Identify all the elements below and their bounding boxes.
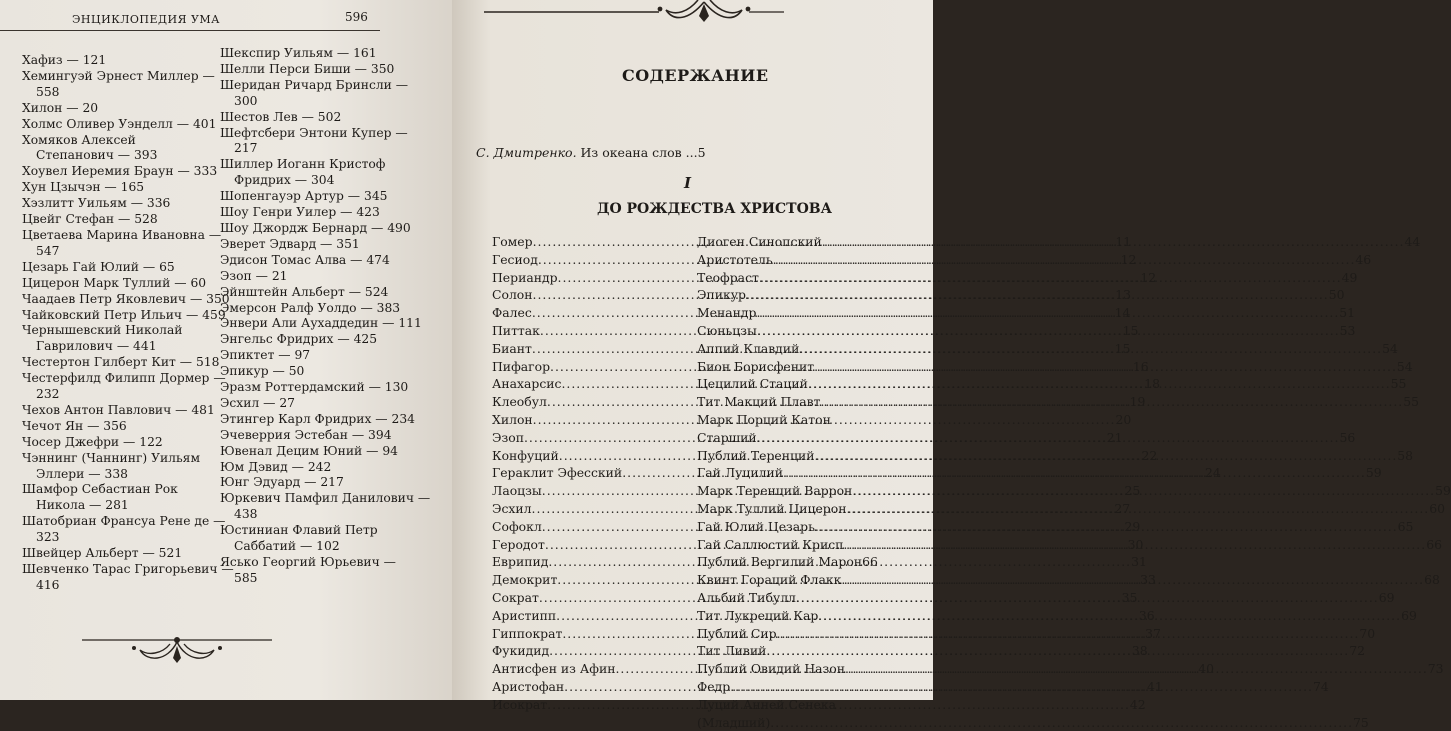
index-entry: Цветаева Марина Ивановна — [22, 227, 222, 242]
toc-entry-page: 29 [1124, 518, 1141, 534]
toc-entry-name: Сократ [492, 589, 539, 605]
toc-leader-dots [773, 251, 1356, 269]
toc-entry [697, 411, 875, 429]
index-entry: Цезарь Гай Юлий — 65 [22, 259, 175, 274]
index-entry: Энгельс Фридрих — 425 [220, 332, 378, 347]
toc-entry-name: Антисфен из Афин [492, 661, 616, 677]
toc-leader-dots [852, 482, 1435, 500]
index-entry: 547 [36, 243, 60, 258]
toc-entry-name: Хилон [492, 411, 533, 427]
toc-entry-page: 25 [1124, 483, 1141, 499]
toc-entry-page: 35 [1121, 589, 1138, 605]
toc-entry-name: Марк Порций Катон [697, 411, 831, 427]
index-entry: Шоу Джордж Бернард — 490 [220, 220, 411, 235]
index-entry: Хомяков Алексей [22, 132, 136, 147]
toc-entry [697, 553, 878, 571]
index-entry: Эдисон Томас Алва — 474 [220, 252, 390, 267]
toc-entry-name: Фалес [492, 305, 532, 321]
toc-entry-page: 20 [1115, 411, 1132, 427]
toc-entry-page: 31 [1131, 554, 1147, 570]
toc-leader-dots [777, 625, 1360, 643]
toc-leader-dots [759, 269, 1342, 287]
toc-leader-dots [766, 642, 1349, 660]
toc-entry-page: 16 [1132, 358, 1149, 374]
toc-leader-dots [822, 233, 1405, 251]
running-header [0, 0, 380, 31]
toc-entry-name: Теофраст [697, 269, 759, 285]
index-entry: Чернышевский Николай [22, 323, 183, 338]
toc-entry-page: 59 [1365, 465, 1382, 481]
toc-entry-name: Аристипп [492, 607, 557, 623]
toc-entry-page: 12 [1140, 269, 1157, 285]
toc-entry-name: Цецилий Стаций [697, 376, 808, 392]
index-entry: Чайковский Петр Ильич — 459 [22, 307, 226, 322]
toc-entry-name: Гомер [492, 234, 533, 249]
index-entry: Хэзлитт Уильям — 336 [22, 196, 171, 211]
index-entry: Шеридан Ричард Бринсли — [220, 77, 409, 92]
toc-entry-page: 55 [1390, 376, 1407, 392]
toc-entry-name: Софокл [492, 518, 542, 534]
toc-entry-page: 70 [1359, 625, 1376, 641]
toc-leader-dots [770, 714, 1353, 731]
toc-entry-page: 54 [1382, 340, 1398, 356]
toc-entry-page: 69 [1401, 607, 1417, 623]
toc-entry-name: Аристофан [492, 678, 565, 694]
index-entry: Честертон Гилберт Кит — 518 [22, 355, 220, 370]
index-entry: Эразм Роттердамский — 130 [220, 380, 409, 395]
index-entry: Юркевич Памфил Данилович — [220, 491, 431, 506]
toc-leader-dots [799, 340, 1382, 358]
toc-leader-dots [831, 411, 875, 429]
toc-entry-name: Эпикур [697, 287, 746, 303]
toc-leader-dots [820, 393, 1403, 411]
toc-leader-dots [845, 660, 1428, 678]
index-column-2 [220, 46, 430, 587]
index-entry: Ясько Георгий Юрьевич — [220, 555, 396, 569]
toc-entry-page: 18 [1144, 376, 1161, 392]
toc-entry-page: 50 [1328, 287, 1345, 303]
toc-entry-page: 56 [1339, 429, 1356, 445]
toc-entry-name: Гиппократ [492, 625, 563, 641]
index-entry: Юнг Эдуард — 217 [220, 475, 344, 490]
toc-entry-name: Геродот [492, 536, 545, 552]
toc-entry-page: 66 [862, 554, 878, 570]
index-entry: Этингер Карл Фридрих — 234 [220, 411, 415, 426]
toc-entry-page: 40 [1198, 661, 1215, 677]
index-entry: Шиллер Иоганн Кристоф [220, 157, 386, 172]
toc-entry-name: Аристотель [697, 251, 773, 267]
index-entry: 558 [36, 84, 60, 99]
index-entry: Хафиз — 121 [22, 53, 107, 67]
toc-entry-name: Эсхил [492, 500, 532, 516]
index-entry: Степанович — 393 [36, 148, 158, 163]
toc-entry-page: 73 [1427, 661, 1444, 677]
toc-entry-name: Публий Теренций [697, 447, 815, 463]
index-entry: Хемингуэй Эрнест Миллер — [22, 68, 215, 83]
toc-entry-name: Аппий Клавдий [697, 340, 800, 356]
toc-leader-dots [815, 518, 1398, 536]
page-number: 596 [345, 10, 368, 24]
index-entry: Эсхил — 27 [220, 395, 296, 410]
toc-leader-dots [757, 322, 1340, 340]
toc-entry-name: Публий Вергилий Марон [697, 554, 863, 570]
index-entry: Шефтсбери Энтони Купер — [220, 125, 408, 140]
toc-entry-page: 44 [1404, 234, 1421, 249]
index-entry: Шелли Перси Биши — 350 [220, 61, 395, 76]
index-entry: Швейцер Альберт — 521 [22, 546, 183, 561]
toc-entry-page: 12 [1120, 251, 1137, 267]
toc-entry-name: Гесиод [492, 251, 538, 267]
index-entry: Чэннинг (Чаннинг) Уильям [22, 450, 201, 465]
index-entry: Шоу Генри Уилер — 423 [220, 205, 380, 220]
index-entry: 232 [36, 387, 60, 402]
toc-leader-dots [730, 678, 1313, 696]
toc-entry-name: Конфуций [492, 447, 559, 463]
index-entry: Саббатий — 102 [234, 539, 340, 554]
index-entry: Хилон — 20 [22, 100, 99, 115]
toc-entry-page: 49 [1341, 269, 1358, 285]
index-entry: Никола — 281 [36, 498, 129, 513]
index-entry: Шевченко Тарас Григорьевич — [22, 562, 234, 576]
toc-entry-page: 13 [1115, 287, 1132, 303]
index-entry: Хун Цзычэн — 165 [22, 180, 145, 195]
index-entry: Шекспир Уильям — 161 [220, 46, 377, 60]
index-entry: Чосер Джефри — 122 [22, 434, 163, 449]
toc-entry-name: Тит Макций Плавт [697, 394, 821, 410]
toc-entry-page: 54 [1396, 358, 1413, 374]
index-entry: Энвери Али Аухаддедин — 111 [220, 316, 422, 331]
toc-leader-dots [746, 286, 1329, 304]
toc-entry-page: 15 [1122, 322, 1139, 338]
toc-leader-dots [846, 500, 1429, 518]
toc-entry-name: Периандр [492, 269, 558, 285]
index-entry: Юм Дэвид — 242 [220, 459, 332, 474]
toc-entry-name: Диоген Синопский [697, 234, 822, 249]
toc-entry-page: 24 [1204, 465, 1221, 481]
toc-entry-page: 55 [1403, 394, 1419, 410]
toc-entry-page: 66 [1426, 536, 1442, 552]
toc-entry [697, 714, 1369, 731]
toc-entry-name: Гай Саллюстий Крисп [697, 536, 844, 552]
index-entry: Юстиниан Флавий Петр [220, 523, 378, 538]
toc-entry-name: Демокрит [492, 572, 558, 588]
index-entry: Цицерон Марк Туллий — 60 [22, 275, 207, 290]
toc-entry-name: Квинт Гораций Флакк [697, 572, 842, 588]
toc-entry-page: 37 [1145, 625, 1161, 641]
toc-entry-name: Питтак [492, 322, 540, 338]
toc-entry-page: 14 [1114, 305, 1131, 321]
index-entry: Эмерсон Ралф Уолдо — 383 [220, 300, 401, 315]
toc-leader-dots [757, 304, 1340, 322]
toc-entry-page: 69 [1378, 589, 1395, 605]
index-entry: 585 [234, 570, 258, 585]
toc-entry-name: Луций Анней Сенека [697, 696, 837, 712]
toc-entry-name: Пифагор [492, 358, 551, 374]
toc-entry-page: 19 [1129, 394, 1146, 410]
index-entry: Эпиктет — 97 [220, 348, 311, 363]
toc-leader-dots [836, 696, 875, 714]
toc-entry-page: 41 [1146, 678, 1163, 694]
toc-entry-page: 59 [1435, 483, 1451, 499]
left-page [0, 0, 455, 700]
toc-entry-page: 68 [1424, 572, 1440, 588]
index-entry: Эверет Эдвард — 351 [220, 236, 360, 251]
toc-entry-page: 58 [1397, 447, 1414, 463]
toc-entry-name: Гераклит Эфесский [492, 465, 623, 481]
index-entry: Шестов Лев — 502 [220, 109, 342, 124]
toc-entry-name: Анахарсис [492, 376, 562, 392]
index-entry: Чехов Антон Павлович — 481 [22, 402, 215, 417]
toc-entry-name: Исократ [492, 696, 548, 712]
toc-entry-name: Менандр [697, 305, 757, 321]
index-entry: 217 [234, 141, 258, 156]
preface-entry [476, 145, 706, 160]
toc-entry-name: Солон [492, 287, 533, 303]
ornament-bottom-icon [82, 632, 272, 666]
toc-entry-page: 75 [1353, 714, 1369, 730]
section-title: ДО РОЖДЕСТВА ХРИСТОВА [597, 201, 833, 217]
toc-entry-page: 36 [1138, 607, 1155, 623]
toc-entry-name: Гай Луцилий [697, 465, 784, 481]
toc-entry [697, 696, 875, 714]
toc-entry-name: Альбий Тибулл [697, 589, 796, 605]
index-entry: Эчеверрия Эстебан — 394 [220, 427, 392, 442]
index-entry: Шамфор Себастиан Рок [22, 482, 178, 497]
toc-entry-name: Еврипид [492, 554, 549, 570]
index-entry: Эзоп — 21 [220, 268, 288, 283]
toc-entry-name: Эзоп [492, 429, 524, 445]
toc-entry-name: Сюньцзы [697, 322, 757, 338]
toc-entry-name: (Младший) [697, 714, 771, 730]
toc-entry-page: 38 [1131, 643, 1148, 659]
toc-entry-name: Тит Ливий [697, 643, 767, 659]
index-entry: Чаадаев Петр Яковлевич — 350 [22, 291, 230, 306]
preface-author: С. Дмитренко. [476, 145, 577, 160]
index-entry: Честерфилд Филипп Дормер — [22, 371, 226, 386]
toc-entry-page: 30 [1127, 536, 1144, 552]
toc-entry-page: 27 [1114, 500, 1131, 516]
toc-entry-name: Публий Овидий Назон [697, 661, 846, 677]
index-entry: Хоувел Иеремия Браун — 333 [22, 164, 218, 179]
toc-entry-page: 53 [1339, 322, 1356, 338]
index-entry: Фридрих — 304 [234, 173, 335, 188]
toc-entry-page: 15 [1114, 340, 1131, 356]
index-entry: Ювенал Децим Юний — 94 [220, 443, 398, 458]
index-entry: Чечот Ян — 356 [22, 418, 127, 433]
index-entry: Шопенгауэр Артур — 345 [220, 189, 388, 204]
index-entry: 300 [234, 93, 258, 108]
preface-text: Из океана слов ...5 [580, 145, 706, 160]
toc-entry-name: Фукидид [492, 643, 550, 659]
index-entry: Гаврилович — 441 [36, 339, 157, 354]
ornament-top-icon [484, 0, 784, 30]
toc-entry-name: Старший [697, 429, 757, 445]
toc-entry-page: 33 [1140, 572, 1156, 588]
toc-entry-name: Биант [492, 340, 532, 356]
toc-leader-dots [818, 607, 1401, 625]
toc-entry-page: 60 [1429, 500, 1446, 516]
index-entry: Шатобриан Франсуа Рене де — [22, 514, 226, 529]
toc-entry-page: 51 [1339, 305, 1356, 321]
toc-entry-name: Бион Борисфенит [697, 358, 815, 374]
toc-leader-dots [808, 375, 1391, 393]
toc-leader-dots [841, 571, 1424, 589]
contents-title: СОДЕРЖАНИЕ [622, 66, 769, 85]
toc-leader-dots [783, 464, 1366, 482]
toc-leader-dots [814, 358, 1397, 376]
toc-entry-page: 74 [1312, 678, 1329, 694]
right-page [452, 0, 1451, 730]
index-entry: 416 [36, 577, 60, 592]
toc-entry-name: Тит Лукреций Кар [697, 607, 819, 623]
toc-leader-dots [843, 536, 1426, 554]
index-entry: Эпикур — 50 [220, 364, 305, 379]
part-numeral: I [684, 174, 692, 192]
toc-entry-page: 22 [1141, 447, 1158, 463]
toc-leader-dots [757, 429, 1340, 447]
toc-entry-name: Марк Туллий Цицерон [697, 500, 847, 516]
toc-entry-name: Федр [697, 678, 731, 694]
toc-entry-page: 72 [1349, 643, 1365, 659]
index-entry: Эйнштейн Альберт — 524 [220, 284, 389, 299]
header-title: ЭНЦИКЛОПЕДИЯ УМА [72, 13, 220, 26]
toc-leader-dots [796, 589, 1379, 607]
toc-entry-page: 46 [1355, 251, 1372, 267]
toc-entry-name: Клеобул [492, 394, 547, 410]
toc-leader-dots [815, 447, 1398, 465]
index-entry: Цвейг Стефан — 528 [22, 212, 158, 227]
index-entry: Холмс Оливер Уэнделл — 401 [22, 116, 217, 131]
index-entry: 323 [36, 530, 60, 545]
toc-entry-page: 65 [1397, 518, 1414, 534]
toc-entry-page: 42 [1129, 696, 1146, 712]
toc-entry-name: Гай Юлий Цезарь [697, 518, 815, 534]
toc-entry-name: Лаоцзы [492, 483, 542, 499]
toc-entry-page: 11 [1115, 234, 1132, 249]
index-entry: 438 [234, 507, 258, 522]
index-column-1 [22, 53, 234, 594]
toc-entry-name: Публий Сир [697, 625, 777, 641]
toc-entry-page: 21 [1106, 429, 1123, 445]
toc-entry-name: Марк Теренций Варрон [697, 483, 853, 499]
index-entry: Эллери — 338 [36, 466, 128, 481]
